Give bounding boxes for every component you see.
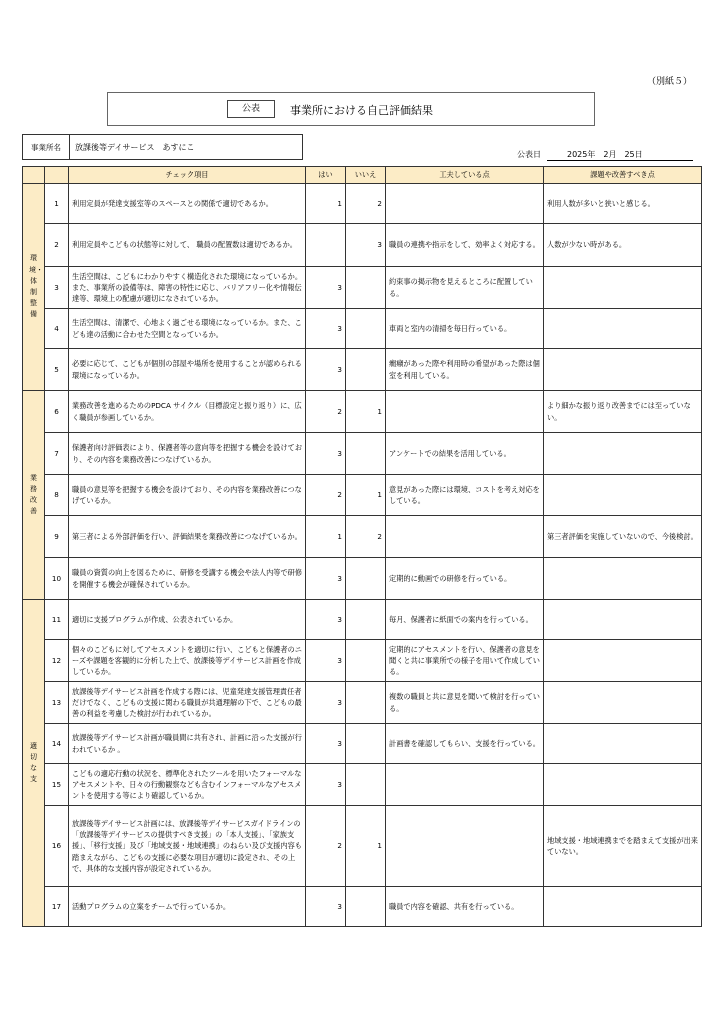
- no-count: [346, 724, 386, 764]
- check-header: チェック項目: [69, 167, 306, 184]
- category-ops: [23, 391, 45, 600]
- check-item: 必要に応じて、こどもが個別の部屋や場所を使用することが認められる環境になっているか。: [69, 349, 306, 391]
- table-row: [23, 887, 702, 927]
- table-header-row: [23, 167, 702, 184]
- check-item: 個々のこどもに対してアセスメントを適切に行い、こどもと保護者のニーズや課題を客観的に分析した上で、放課後等デイサービス計画を作成しているか。: [69, 640, 306, 682]
- table-row: [23, 558, 702, 600]
- row-number: 12: [45, 640, 69, 682]
- blank-header: [23, 167, 45, 184]
- effort-text: [386, 516, 544, 558]
- table-row: [23, 640, 702, 682]
- table-row: [23, 391, 702, 433]
- no-count: 1: [346, 391, 386, 433]
- category-label: 適切な支: [30, 741, 37, 784]
- effort-text: 意見があった際には環境、コストを考え対応をしている。: [386, 475, 544, 516]
- no-count: [346, 267, 386, 309]
- effort-text: [386, 391, 544, 433]
- facility-name: 放課後等デイサービス あすにこ: [75, 142, 195, 152]
- effort-text: 車両と室内の清掃を毎日行っている。: [386, 309, 544, 349]
- yes-count: 3: [306, 267, 346, 309]
- check-item: 第三者による外部評価を行い、評価結果を業務改善につなげているか。: [69, 516, 306, 558]
- check-item: 生活空間は、こどもにわかりやすく構造化された環境になっているか。また、事業所の設備等は、障害の特性に応じ、バリアフリー化や情報伝達等、環境上の配慮が適切になされているか。: [69, 267, 306, 309]
- row-number: 8: [45, 475, 69, 516]
- published-label: 公表日: [517, 150, 541, 159]
- row-number: 1: [45, 184, 69, 224]
- effort-text: 職員で内容を確認、共有を行っている。: [386, 887, 544, 927]
- row-number: 7: [45, 433, 69, 475]
- table-row: [23, 516, 702, 558]
- yes-count: [306, 224, 346, 267]
- no-count: 1: [346, 475, 386, 516]
- issue-text: [544, 640, 702, 682]
- yes-count: 3: [306, 309, 346, 349]
- no-count: [346, 682, 386, 724]
- issue-text: 第三者評価を実施していないので、今後検討。: [544, 516, 702, 558]
- issue-text: より細かな振り返り改善までには至っていない。: [544, 391, 702, 433]
- check-item: 保護者向け評価表により、保護者等の意向等を把握する機会を設けており、その内容を業務改善につなげているか。: [69, 433, 306, 475]
- no-count: [346, 887, 386, 927]
- effort-text: 複数の職員と共に意見を聞いて検討を行っている。: [386, 682, 544, 724]
- check-item: 放課後等デイサービス計画が職員間に共有され、計画に沿った支援が行われているか 。: [69, 724, 306, 764]
- yes-count: 3: [306, 887, 346, 927]
- evaluation-table: [22, 166, 702, 927]
- effort-text: 癇癪があった際や利用時の希望があった際は個室を利用している。: [386, 349, 544, 391]
- check-item: こどもの適応行動の状況を、標準化されたツールを用いたフォーマルなアセスメントや、日々の行動観察なども含むインフォーマルなアセスメントを使用する等により確認しているか。: [69, 764, 306, 806]
- issue-text: [544, 267, 702, 309]
- issue-text: [544, 682, 702, 724]
- table-row: [23, 309, 702, 349]
- yes-count: 3: [306, 600, 346, 640]
- issue-text: [544, 349, 702, 391]
- row-number: 9: [45, 516, 69, 558]
- effort-text: [386, 764, 544, 806]
- yes-count: 2: [306, 806, 346, 887]
- yes-count: 3: [306, 433, 346, 475]
- effort-text: 計画書を確認してもらい、支援を行っている。: [386, 724, 544, 764]
- yes-count: 2: [306, 475, 346, 516]
- yes-count: 3: [306, 558, 346, 600]
- yes-count: 2: [306, 391, 346, 433]
- no-count: 2: [346, 184, 386, 224]
- issue-text: [544, 887, 702, 927]
- issue-text: [544, 558, 702, 600]
- yes-count: 1: [306, 516, 346, 558]
- row-number: 10: [45, 558, 69, 600]
- category-label: 業務改善: [30, 473, 37, 516]
- row-number: 11: [45, 600, 69, 640]
- issue-text: [544, 600, 702, 640]
- facility-label: 事業所名: [23, 135, 70, 159]
- no-count: [346, 558, 386, 600]
- no-count: [346, 764, 386, 806]
- effort-text: 約束事の掲示物を見えるところに配置している。: [386, 267, 544, 309]
- effort-header: 工夫している点: [386, 167, 544, 184]
- table-row: [23, 184, 702, 224]
- effort-text: アンケートでの結果を活用している。: [386, 433, 544, 475]
- table-row: [23, 600, 702, 640]
- check-item: 活動プログラムの立案をチームで行っているか。: [69, 887, 306, 927]
- check-item: 職員の資質の向上を図るために、研修を受講する機会や法人内等で研修を開催する機会が確保されているか。: [69, 558, 306, 600]
- row-number: 15: [45, 764, 69, 806]
- title-box: [107, 92, 595, 126]
- effort-text: 職員の連携や指示をして、効率よく対応する。: [386, 224, 544, 267]
- public-badge: 公表: [227, 100, 275, 118]
- issue-text: [544, 433, 702, 475]
- check-item: 適切に支援プログラムが作成、公表されているか。: [69, 600, 306, 640]
- yes-count: 3: [306, 349, 346, 391]
- table-row: [23, 224, 702, 267]
- check-item: 生活空間は、清潔で、心地よく過ごせる環境になっているか。また、こども達の活動に合わせた空間となっているか。: [69, 309, 306, 349]
- page-title: 事業所における自己評価結果: [290, 104, 433, 117]
- no-count: [346, 640, 386, 682]
- check-item: 利用定員が発達支援室等のスペースとの関係で適切であるか。: [69, 184, 306, 224]
- effort-text: 定期的にアセスメントを行い、保護者の意見を聞くと共に事業所での様子を用いて作成している。: [386, 640, 544, 682]
- row-number: 14: [45, 724, 69, 764]
- table-row: [23, 724, 702, 764]
- row-number: 2: [45, 224, 69, 267]
- issue-text: 人数が少ない時がある。: [544, 224, 702, 267]
- issue-text: 利用人数が多いと狭いと感じる。: [544, 184, 702, 224]
- no-header: いいえ: [346, 167, 386, 184]
- issue-text: [544, 309, 702, 349]
- no-count: 3: [346, 224, 386, 267]
- check-item: 利用定員やこどもの状態等に対して、 職員の配置数は適切であるか。: [69, 224, 306, 267]
- attachment-note: （別紙５）: [646, 77, 692, 87]
- check-item: 職員の意見等を把握する機会を設けており、その内容を業務改善につなげているか。: [69, 475, 306, 516]
- table-row: [23, 433, 702, 475]
- published-value: 2025年 2月 25日: [547, 149, 693, 161]
- no-count: [346, 600, 386, 640]
- row-number: 13: [45, 682, 69, 724]
- no-count: [346, 309, 386, 349]
- table-row: [23, 806, 702, 887]
- table-row: [23, 349, 702, 391]
- check-item: 放課後等デイサービス計画には、放課後等デイサービスガイドラインの「放課後等デイサービスの提供すべき支援」の「本人支援」、「家族支援」、「移行支援」及び「地域支援・地域連携」のねらい及び支援内容も踏まえながら、こどもの支援に必要な項目が適切に設定され、その上で、具体的な支援内容が設定されているか。: [69, 806, 306, 887]
- issue-text: 地域支援・地域連携までを踏まえて支援が出来ていない。: [544, 806, 702, 887]
- facility-box: [22, 134, 303, 160]
- row-number: 4: [45, 309, 69, 349]
- table-row: [23, 267, 702, 309]
- no-count: 1: [346, 806, 386, 887]
- category-label: 環境・体制整備: [29, 254, 43, 319]
- issue-text: [544, 724, 702, 764]
- yes-count: 3: [306, 682, 346, 724]
- no-count: [346, 349, 386, 391]
- yes-header: はい: [306, 167, 346, 184]
- row-number: 17: [45, 887, 69, 927]
- yes-count: 3: [306, 764, 346, 806]
- table-row: [23, 764, 702, 806]
- issue-text: [544, 764, 702, 806]
- yes-count: 1: [306, 184, 346, 224]
- issue-header: 課題や改善すべき点: [544, 167, 702, 184]
- yes-count: 3: [306, 724, 346, 764]
- row-number: 6: [45, 391, 69, 433]
- num-header: [45, 167, 69, 184]
- no-count: 2: [346, 516, 386, 558]
- row-number: 3: [45, 267, 69, 309]
- published-date: [517, 149, 693, 161]
- check-item: 業務改善を進めるためのPDCA サイクル（目標設定と振り返り）に、広く職員が参画しているか。: [69, 391, 306, 433]
- effort-text: [386, 184, 544, 224]
- category-support: [23, 600, 45, 927]
- no-count: [346, 433, 386, 475]
- table-row: [23, 475, 702, 516]
- table-row: [23, 682, 702, 724]
- effort-text: 定期的に動画での研修を行っている。: [386, 558, 544, 600]
- row-number: 5: [45, 349, 69, 391]
- row-number: 16: [45, 806, 69, 887]
- effort-text: 毎月、保護者に紙面での案内を行っている。: [386, 600, 544, 640]
- effort-text: [386, 806, 544, 887]
- check-item: 放課後等デイサービス計画を作成する際には、児童発達支援管理責任者だけでなく、こどもの支援に関わる職員が共通理解の下で、こどもの最善の利益を考慮した検討が行われているか。: [69, 682, 306, 724]
- yes-count: 3: [306, 640, 346, 682]
- category-env: [23, 184, 45, 391]
- issue-text: [544, 475, 702, 516]
